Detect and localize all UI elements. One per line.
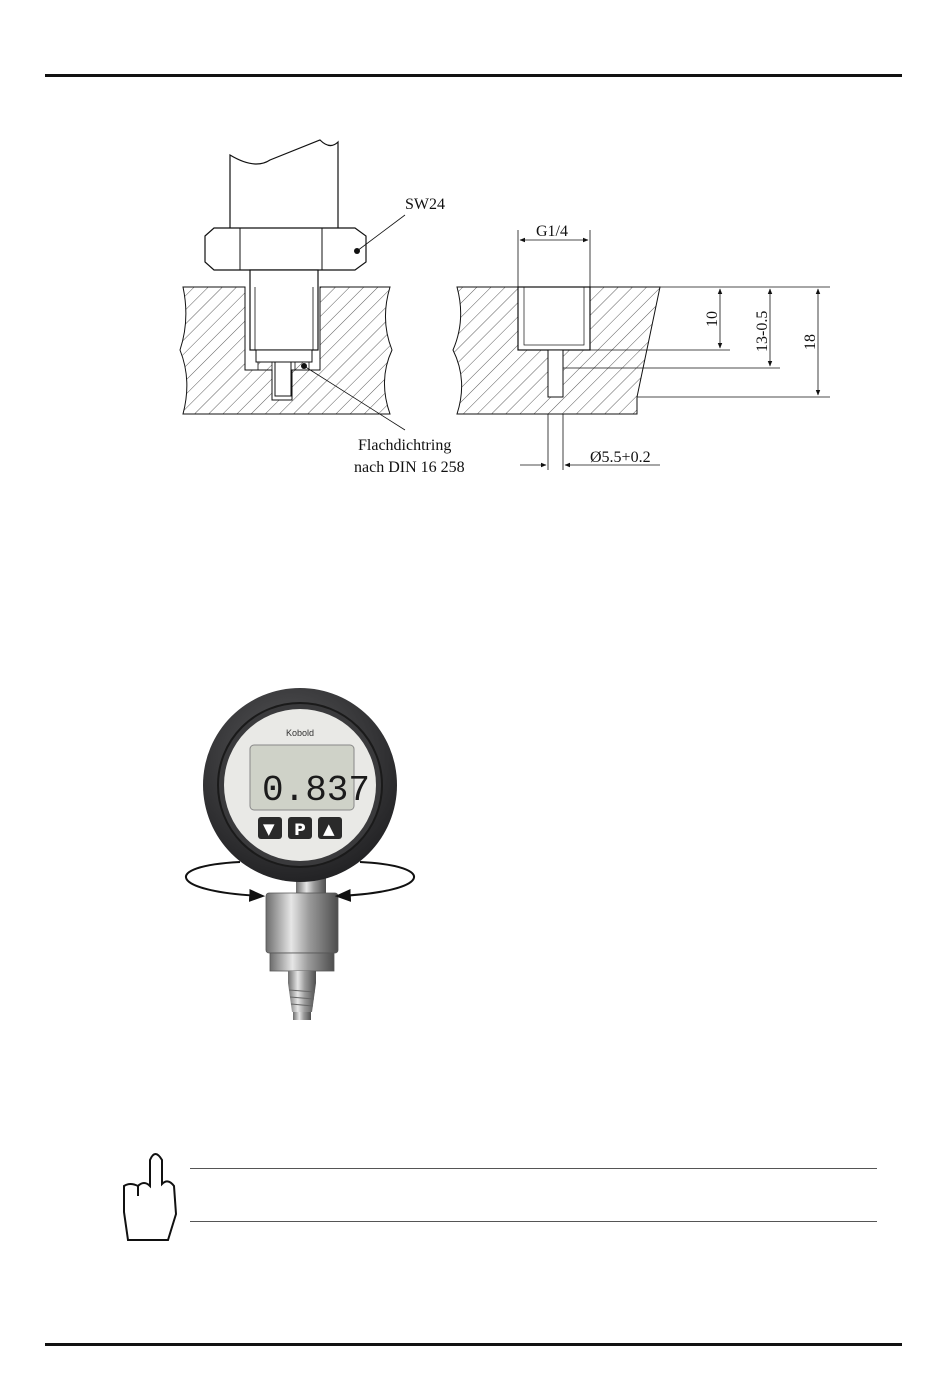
depth-13-label: 13-0.5 xyxy=(754,310,771,352)
brand-logo: Kobold xyxy=(286,728,315,738)
display-value: 0.837 xyxy=(262,770,371,811)
down-button-label: ▼ xyxy=(263,820,275,838)
note-rule-top xyxy=(190,1168,877,1169)
wrench-size-label: SW24 xyxy=(405,196,445,213)
depth-18-label: 18 xyxy=(802,334,819,350)
bore-diameter-label: Ø5.5+0.2 xyxy=(590,449,651,466)
note-rule-bottom xyxy=(190,1221,877,1222)
seal-label-line2: nach DIN 16 258 xyxy=(354,459,465,476)
seal-label-line1: Flachdichtring xyxy=(358,437,452,454)
up-button-label: ▲ xyxy=(323,820,335,838)
footer-rule xyxy=(45,1343,902,1346)
thread-label: G1/4 xyxy=(536,223,568,240)
p-button-label: P xyxy=(294,820,306,839)
depth-10-label: 10 xyxy=(704,311,721,327)
